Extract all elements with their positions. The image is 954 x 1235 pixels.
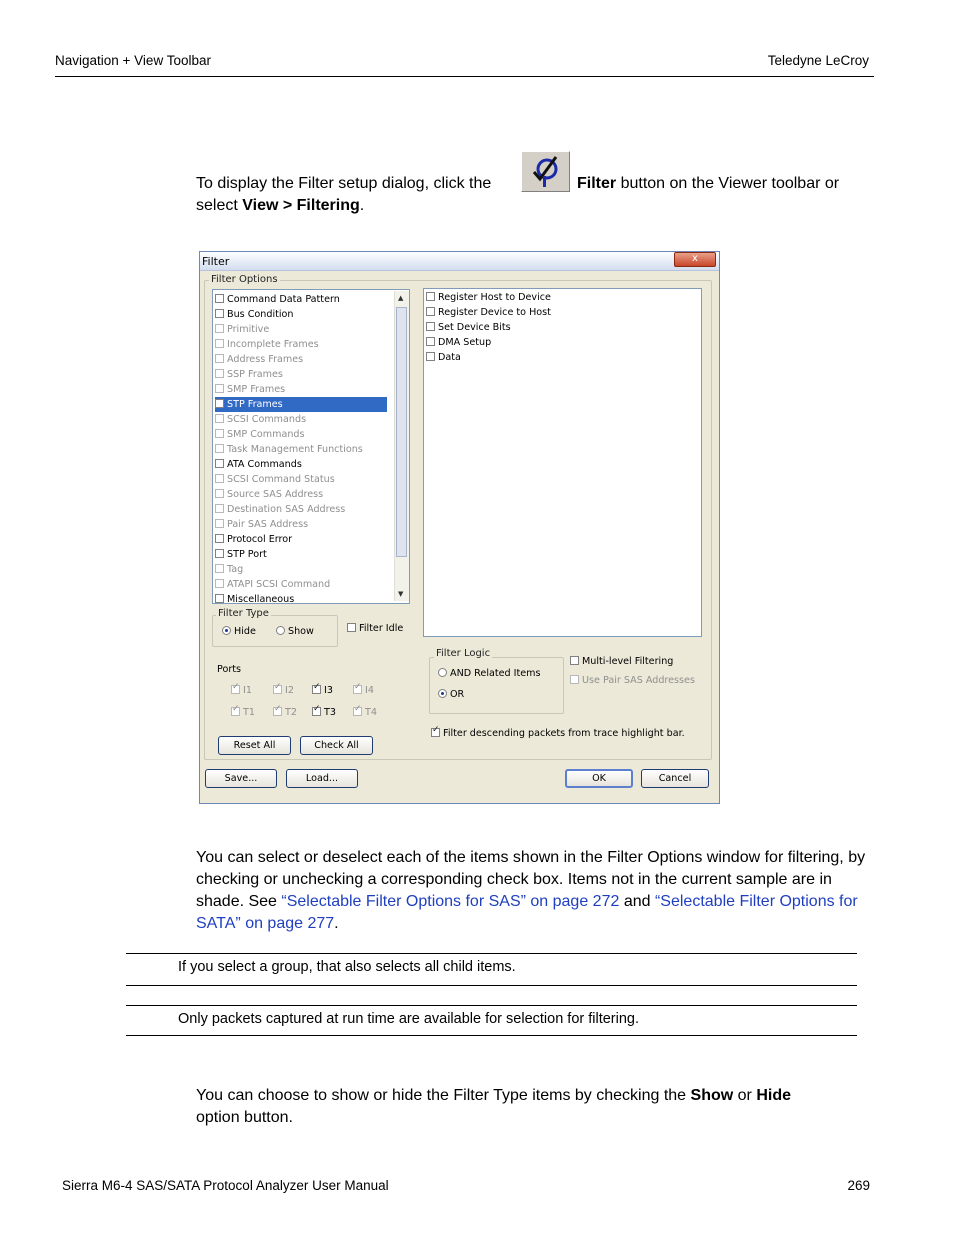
filter-logic-group [429, 657, 564, 714]
port-checkbox-t4[interactable] [353, 707, 377, 718]
filter-option-item[interactable] [215, 307, 294, 322]
reset-all-button[interactable]: Reset All [218, 736, 291, 755]
check-all-button[interactable]: Check All [300, 736, 373, 755]
close-button[interactable]: x [674, 252, 716, 267]
scroll-thumb[interactable] [396, 307, 407, 557]
option-label: Destination SAS Address [227, 504, 346, 515]
filter-option-item[interactable] [215, 367, 283, 382]
note-1-text: If you select a group, that also selects all child items. [178, 959, 516, 975]
filter-option-item[interactable] [215, 382, 285, 397]
para3-end: option button. [196, 1109, 293, 1126]
sub-option-checkbox[interactable] [426, 307, 435, 316]
para3-or: or [733, 1087, 757, 1104]
load-button[interactable]: Load... [286, 769, 358, 788]
hide-bold: Hide [756, 1087, 791, 1104]
filter-option-item[interactable] [215, 517, 308, 532]
filter-logic-label: Filter Logic [436, 648, 491, 659]
sub-option-item[interactable] [426, 350, 461, 365]
sub-option-checkbox[interactable] [426, 337, 435, 346]
option-label: ATA Commands [227, 459, 302, 470]
para2-and: and [619, 893, 655, 910]
para2-text: You can select or deselect each of the items shown in the Filter Options window for filtering, by checking or unchecking a corresponding check box. Items not in the current sample are in shade. See [196, 849, 866, 910]
ports-group [212, 671, 422, 729]
port-checkbox-i2[interactable] [273, 685, 294, 696]
filter-type-label: Filter Type [218, 608, 269, 619]
page-header-right: Teledyne LeCroy [767, 53, 869, 68]
port-checkbox-i4[interactable] [353, 685, 374, 696]
option-checkbox[interactable] [215, 504, 224, 513]
para3-text: You can choose to show or hide the Filter Type items by checking the [196, 1087, 691, 1104]
filter-option-item[interactable] [215, 457, 302, 472]
option-label: Pair SAS Address [227, 519, 309, 530]
option-checkbox[interactable] [215, 309, 224, 318]
filter-bold: Filter [577, 175, 617, 192]
filter-option-item[interactable] [215, 322, 269, 337]
filter-option-item[interactable] [215, 487, 323, 502]
show-radio-label: Show [288, 626, 314, 637]
port-label: I4 [365, 685, 374, 696]
filter-option-item[interactable] [215, 502, 345, 517]
intro-select: select [196, 197, 243, 214]
sub-option-item[interactable] [426, 305, 551, 320]
option-label: SMP Commands [227, 429, 305, 440]
save-button[interactable]: Save... [205, 769, 277, 788]
note-box-1 [126, 953, 857, 986]
body-paragraph-2 [196, 847, 876, 935]
port-checkbox-t2[interactable] [273, 707, 297, 718]
option-checkbox[interactable] [215, 549, 224, 558]
note-2-text: Only packets captured at run time are available for selection for filtering. [178, 1011, 640, 1027]
multi-level-checkbox[interactable] [570, 656, 673, 667]
option-checkbox[interactable] [215, 354, 224, 363]
filter-options-label: Filter Options [211, 274, 278, 285]
header-rule [55, 76, 874, 77]
filter-idle-label: Filter Idle [359, 623, 404, 634]
option-label: Primitive [227, 324, 270, 335]
filter-option-item[interactable] [215, 577, 330, 592]
option-label: STP Frames [227, 399, 283, 410]
filter-option-item[interactable] [215, 427, 305, 442]
use-pair-label: Use Pair SAS Addresses [582, 675, 695, 686]
option-label: Address Frames [227, 354, 304, 365]
page-number: 269 [847, 1178, 870, 1193]
port-checkbox-i3[interactable] [312, 685, 333, 696]
sub-option-label: Set Device Bits [438, 322, 511, 333]
option-checkbox[interactable] [215, 564, 224, 573]
option-label: STP Port [227, 549, 267, 560]
port-label: I1 [243, 685, 252, 696]
port-checkbox-t1[interactable] [231, 707, 255, 718]
filter-option-item[interactable] [215, 292, 340, 307]
port-checkbox-i1[interactable] [231, 685, 252, 696]
option-checkbox[interactable] [215, 534, 224, 543]
sub-option-item[interactable] [426, 320, 511, 335]
dialog-title: Filter [202, 255, 230, 268]
cancel-button[interactable]: Cancel [641, 769, 709, 788]
intro-period: . [359, 197, 365, 214]
option-checkbox[interactable] [215, 594, 224, 603]
filter-option-item[interactable] [215, 397, 387, 412]
option-label: Task Management Functions [227, 444, 363, 455]
filter-option-item[interactable] [215, 337, 319, 352]
sub-option-label: Register Host to Device [438, 292, 551, 303]
options-scrollbar[interactable] [394, 291, 409, 601]
sub-option-item[interactable] [426, 290, 551, 305]
show-radio[interactable] [276, 626, 314, 637]
option-label: SSP Frames [227, 369, 283, 380]
filter-option-item[interactable] [215, 592, 294, 607]
option-checkbox[interactable] [215, 474, 224, 483]
show-bold: Show [690, 1087, 734, 1104]
port-label: T1 [243, 707, 255, 718]
filter-option-item[interactable] [215, 352, 303, 367]
option-label: SCSI Command Status [227, 474, 335, 485]
intro-line-1: To display the Filter setup dialog, click the [196, 175, 492, 192]
sub-option-label: Data [438, 352, 461, 363]
option-checkbox[interactable] [215, 429, 224, 438]
ok-button[interactable]: OK [565, 769, 633, 788]
body-paragraph-3 [196, 1085, 876, 1129]
option-checkbox[interactable] [215, 339, 224, 348]
dialog-titlebar [200, 252, 719, 271]
option-checkbox[interactable] [215, 444, 224, 453]
descending-checkbox[interactable] [431, 728, 685, 739]
option-checkbox[interactable] [215, 294, 224, 303]
hide-radio[interactable] [222, 626, 256, 637]
filter-option-item[interactable] [215, 412, 306, 427]
sub-option-checkbox[interactable] [426, 292, 435, 301]
intro-line-2 [196, 195, 364, 217]
filter-option-item[interactable] [215, 547, 267, 562]
option-label: Incomplete Frames [227, 339, 319, 350]
scroll-down-icon[interactable]: ▼ [398, 590, 404, 598]
option-label: Command Data Pattern [227, 294, 340, 305]
port-checkbox-t3[interactable] [312, 707, 336, 718]
intro-line-1b [577, 173, 839, 195]
descending-label: Filter descending packets from trace highlight bar. [443, 728, 685, 739]
menu-path: View > Filtering [242, 197, 360, 214]
filter-dialog [199, 251, 720, 804]
option-checkbox[interactable] [215, 384, 224, 393]
sub-option-label: Register Device to Host [438, 307, 551, 318]
filter-idle-checkbox[interactable] [347, 623, 403, 634]
filter-option-item[interactable] [215, 442, 363, 457]
option-checkbox[interactable] [215, 489, 224, 498]
multi-level-label: Multi-level Filtering [582, 656, 674, 667]
sub-option-item[interactable] [426, 335, 491, 350]
sub-option-checkbox[interactable] [426, 352, 435, 361]
sub-option-checkbox[interactable] [426, 322, 435, 331]
intro-rest: button on the Viewer toolbar or [616, 175, 840, 192]
sas-options-link[interactable]: “Selectable Filter Options for SAS” on page 272 [281, 893, 620, 910]
option-checkbox[interactable] [215, 324, 224, 333]
option-label: SCSI Commands [227, 414, 307, 425]
port-label: I2 [285, 685, 294, 696]
filter-options-list[interactable] [212, 289, 410, 604]
filter-option-item[interactable] [215, 532, 292, 547]
option-label: Protocol Error [227, 534, 293, 545]
page-header-left: Navigation + View Toolbar [55, 53, 211, 68]
para2-end: . [334, 915, 339, 932]
port-label: T4 [365, 707, 377, 718]
port-label: T2 [285, 707, 297, 718]
hide-radio-label: Hide [234, 626, 256, 637]
filter-toolbar-icon[interactable] [521, 151, 570, 192]
sub-options-list[interactable] [423, 288, 702, 637]
option-label: Bus Condition [227, 309, 294, 320]
note-box-2 [126, 1005, 857, 1036]
or-radio[interactable] [438, 689, 464, 700]
option-checkbox[interactable] [215, 414, 224, 423]
option-label: ATAPI SCSI Command [227, 579, 331, 590]
scroll-up-icon[interactable]: ▲ [398, 294, 404, 302]
port-label: I3 [324, 685, 333, 696]
option-label: SMP Frames [227, 384, 286, 395]
option-label: Source SAS Address [227, 489, 324, 500]
option-checkbox[interactable] [215, 519, 224, 528]
option-checkbox[interactable] [215, 399, 224, 408]
page-footer-left: Sierra M6-4 SAS/SATA Protocol Analyzer User Manual [62, 1178, 389, 1193]
port-label: T3 [324, 707, 336, 718]
sub-option-label: DMA Setup [438, 337, 492, 348]
use-pair-checkbox[interactable] [570, 675, 695, 686]
option-label: Tag [227, 564, 244, 575]
and-related-label: AND Related Items [450, 668, 541, 679]
option-checkbox[interactable] [215, 369, 224, 378]
filter-option-item[interactable] [215, 562, 243, 577]
option-label: Miscellaneous [227, 594, 295, 605]
sata-options-link[interactable]: “Selectable Filter Options for SATA” on page 277 [196, 893, 858, 932]
option-checkbox[interactable] [215, 459, 224, 468]
or-label: OR [450, 689, 465, 700]
ports-label: Ports [217, 664, 242, 675]
and-related-radio[interactable] [438, 668, 541, 679]
option-checkbox[interactable] [215, 579, 224, 588]
filter-option-item[interactable] [215, 472, 335, 487]
